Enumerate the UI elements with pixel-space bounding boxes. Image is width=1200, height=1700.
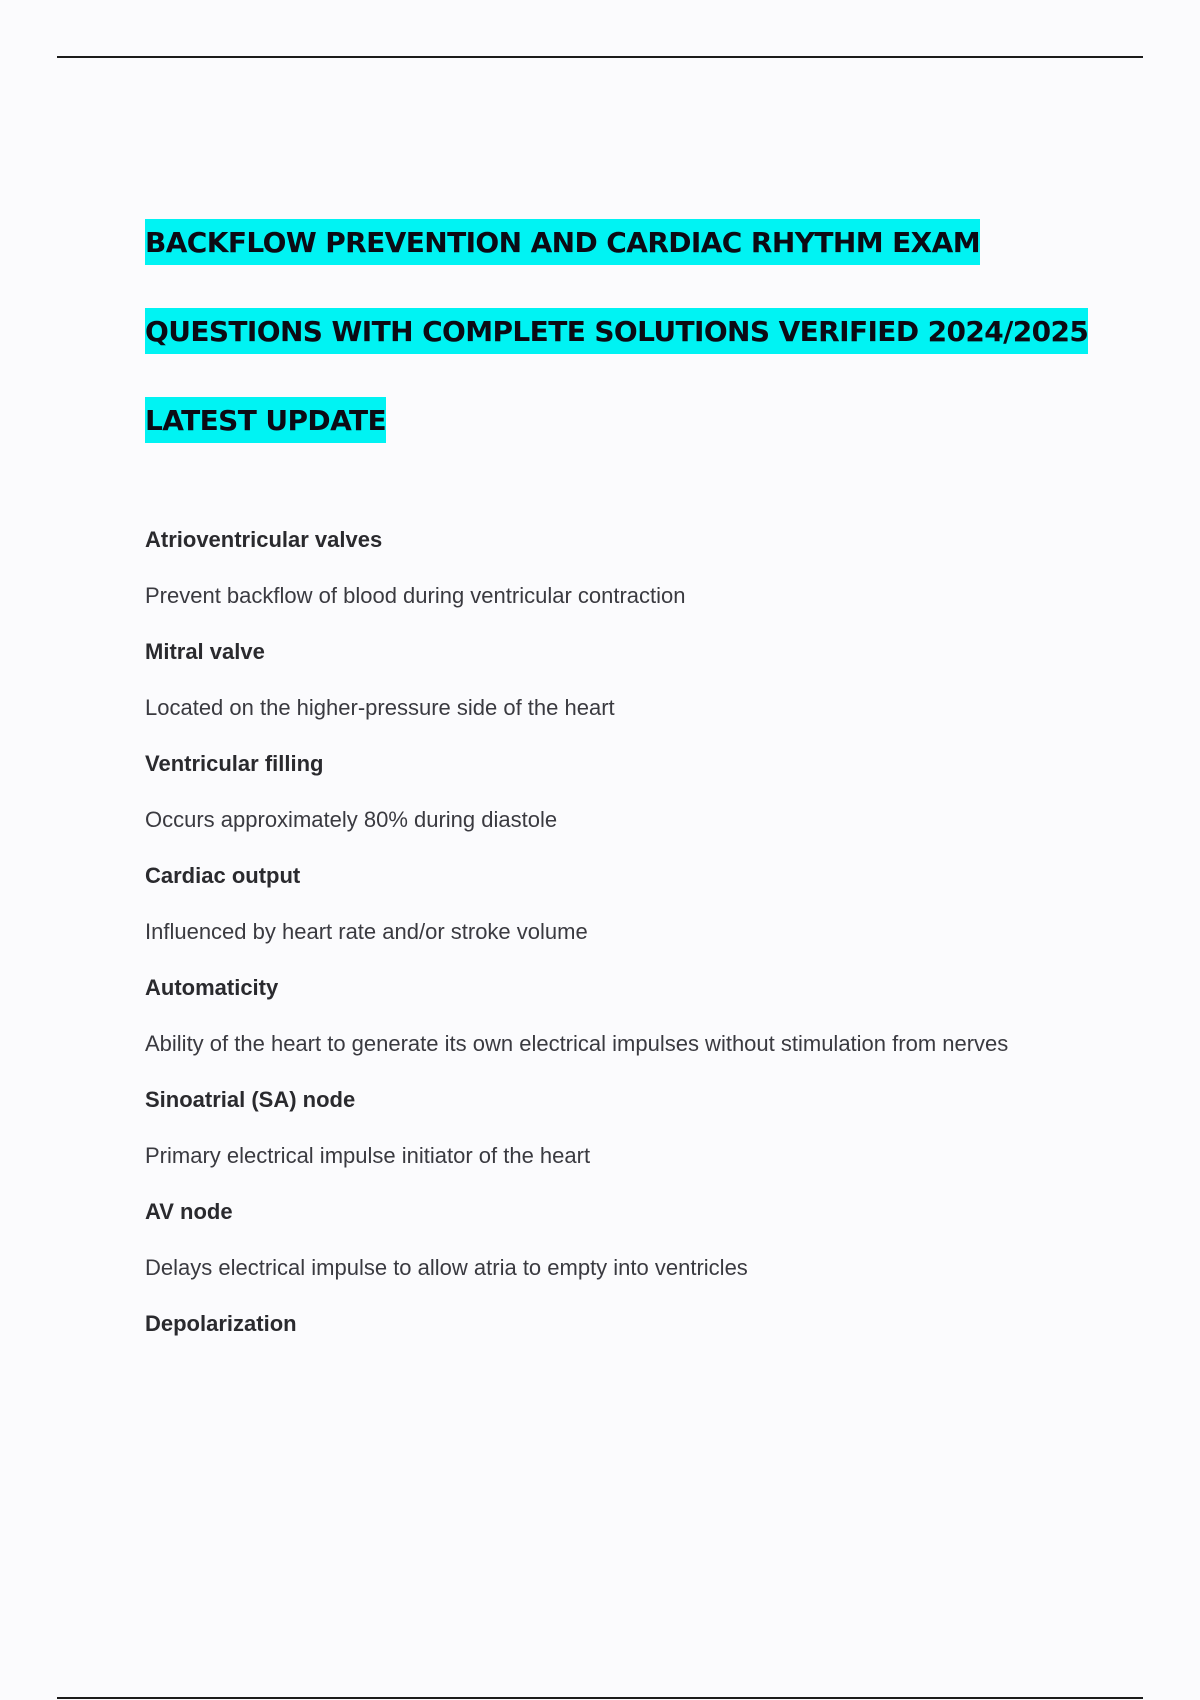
header-rule xyxy=(57,56,1143,58)
definition: Primary electrical impulse initiator of the heart xyxy=(145,1143,591,1168)
question-answer-list xyxy=(145,512,1075,1352)
qa-item xyxy=(145,1072,1075,1184)
definition: Prevent backflow of blood during ventricular contraction xyxy=(145,583,686,608)
qa-item xyxy=(145,1184,1075,1296)
definition: Ability of the heart to generate its own electrical impulses without stimulation from nerves xyxy=(145,1031,1009,1056)
term: Ventricular filling xyxy=(145,751,324,776)
term: Mitral valve xyxy=(145,639,265,664)
qa-item xyxy=(145,736,1075,848)
definition: Delays electrical impulse to allow atria to empty into ventricles xyxy=(145,1255,748,1280)
qa-item xyxy=(145,848,1075,960)
footer-rule xyxy=(57,1697,1143,1699)
title-highlight: BACKFLOW PREVENTION AND CARDIAC RHYTHM EXAM QUESTIONS WITH COMPLETE SOLUTIONS VERIFIED 2024/2025 LATEST UPDATE xyxy=(145,219,1088,443)
qa-item xyxy=(145,512,1075,624)
term: Cardiac output xyxy=(145,863,301,888)
qa-item xyxy=(145,624,1075,736)
qa-item xyxy=(145,960,1075,1072)
term: Sinoatrial (SA) node xyxy=(145,1087,356,1112)
qa-item xyxy=(145,1296,1075,1352)
document-title xyxy=(145,198,1105,465)
term: Depolarization xyxy=(145,1311,297,1336)
term: Automaticity xyxy=(145,975,279,1000)
definition: Located on the higher-pressure side of the heart xyxy=(145,695,615,720)
term: Atrioventricular valves xyxy=(145,527,383,552)
term: AV node xyxy=(145,1199,233,1224)
definition: Occurs approximately 80% during diastole xyxy=(145,807,558,832)
definition: Influenced by heart rate and/or stroke volume xyxy=(145,919,588,944)
